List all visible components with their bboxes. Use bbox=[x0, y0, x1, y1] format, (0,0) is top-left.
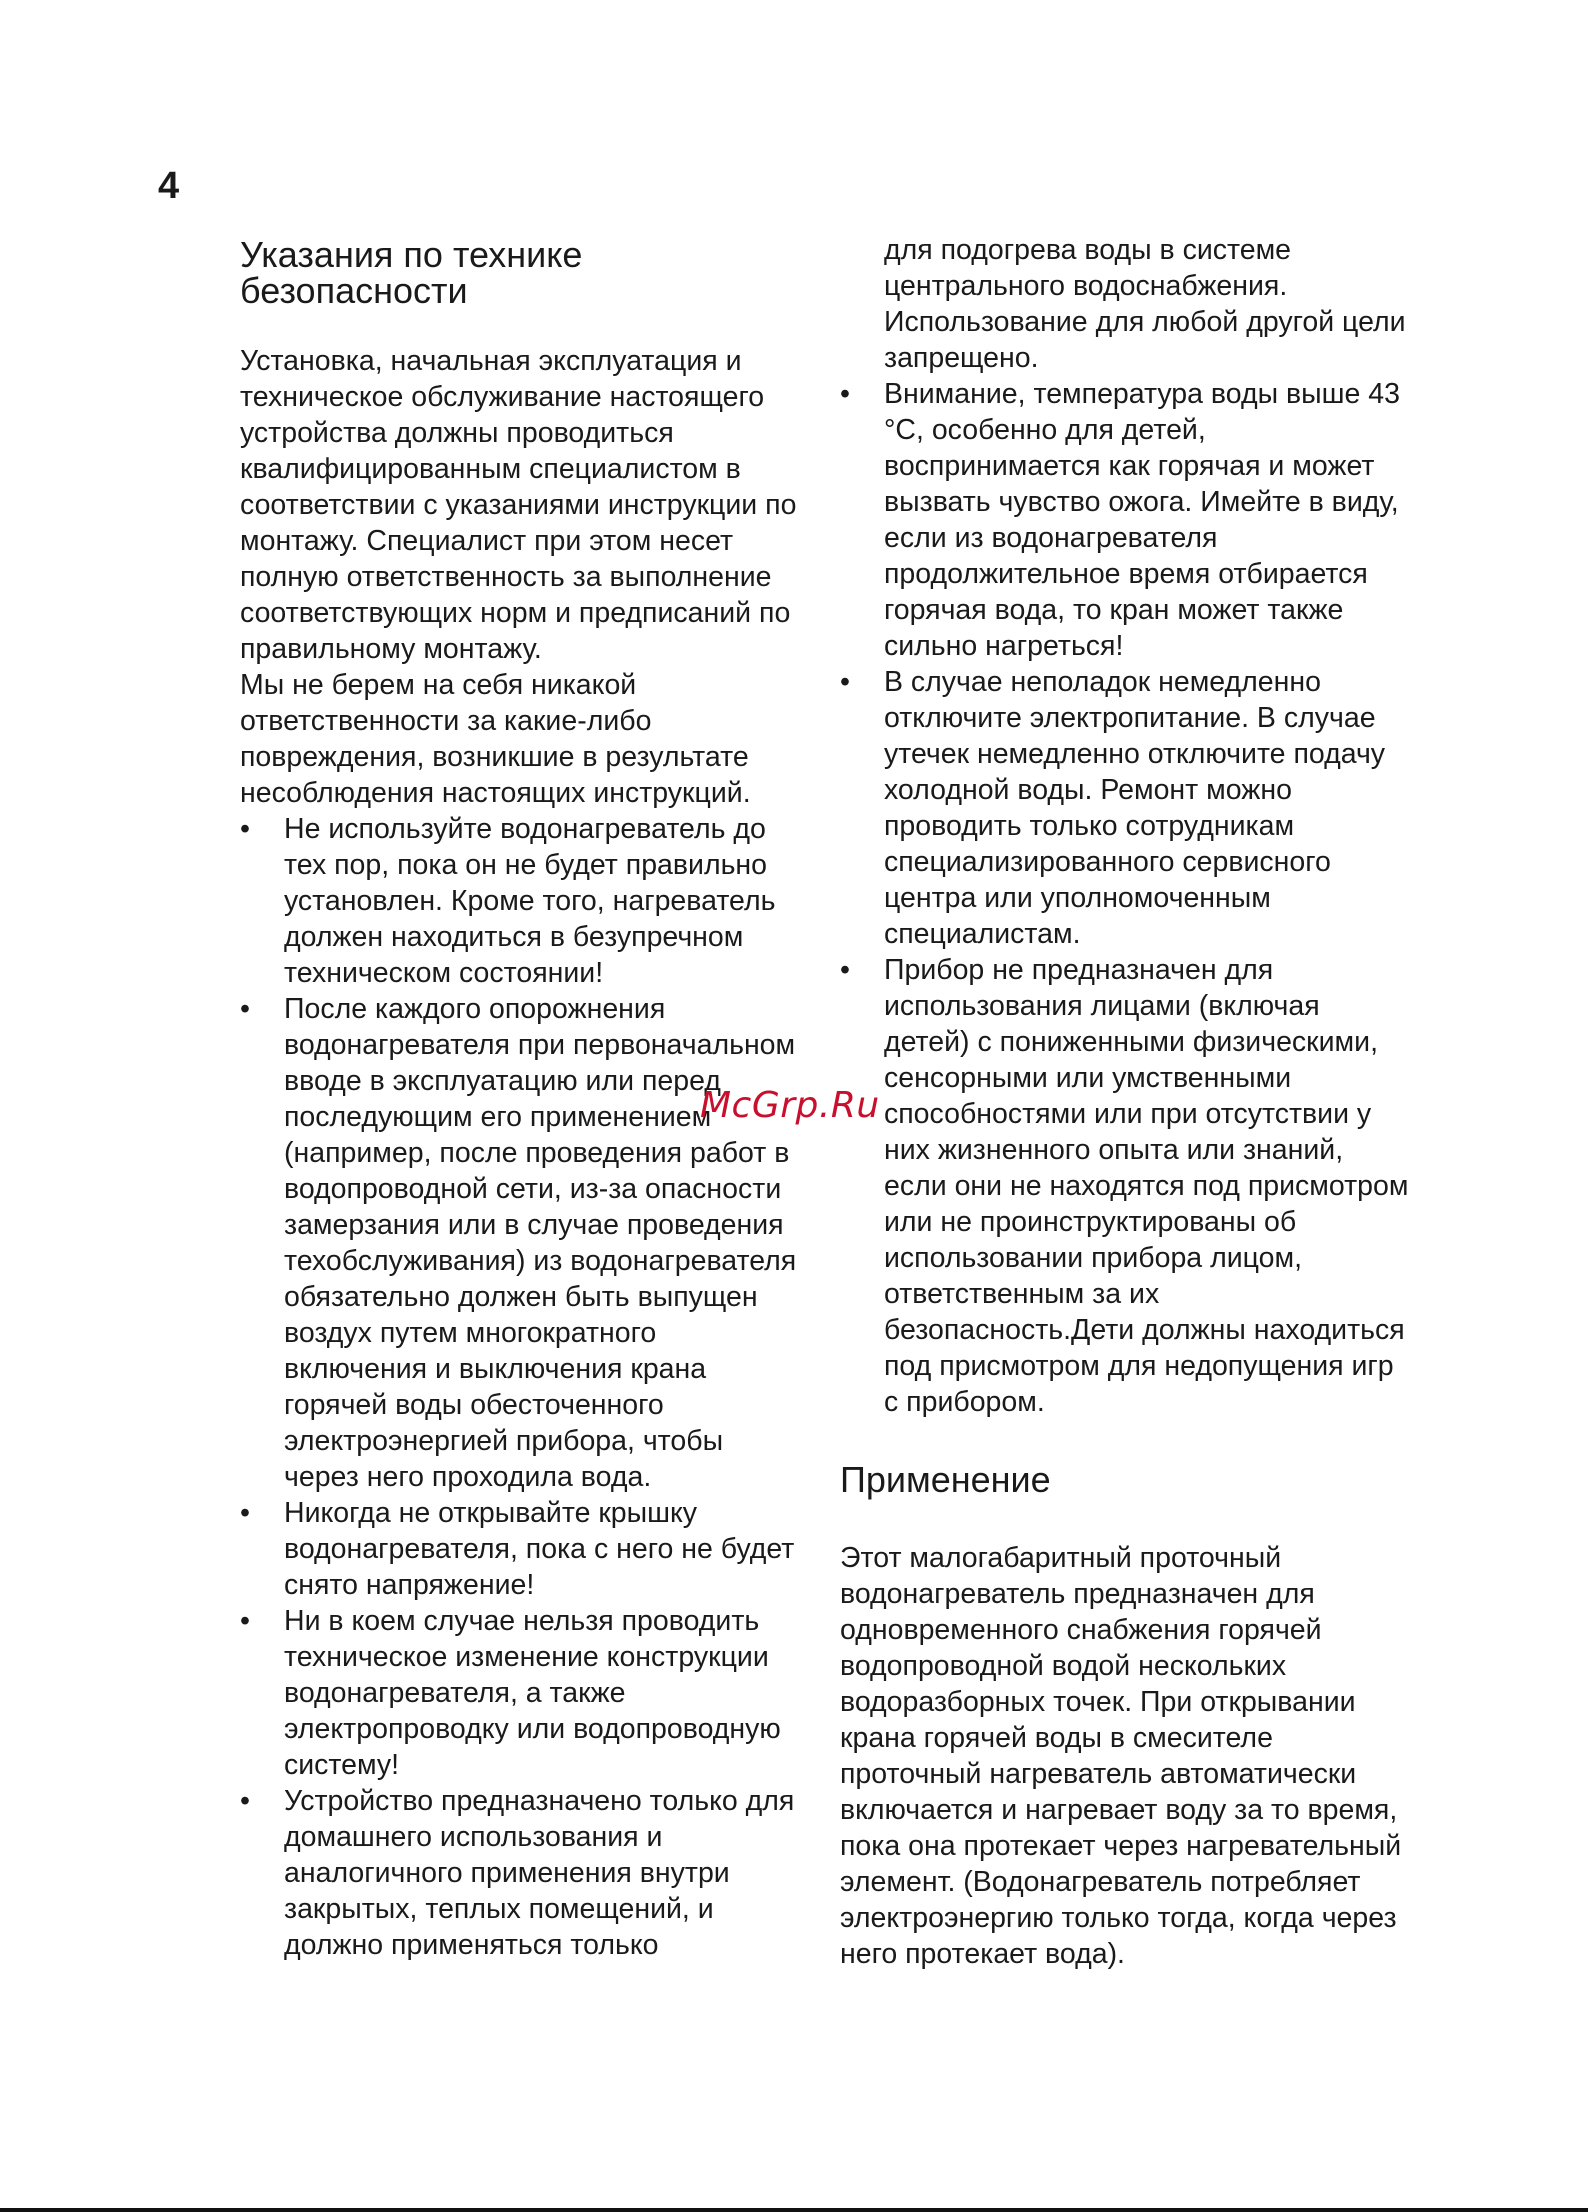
bottom-rule bbox=[0, 2208, 1588, 2212]
safety-bullet-2: • После каждого опорожнения водонагревателя при первоначальном вводе в эксплуатацию или перед последующим его применением (например, после проведения работ в водопроводной сети, из-за опасности замерзания или в случае проведения техобслуживания) из водонагревателя обязательно должен быть выпущен воздух путем многократного включения и выключения крана горячей воды обесточенного электроэнергией прибора, чтобы через него проходила вода. bbox=[240, 991, 800, 1495]
safety-bullet-7: • В случае неполадок немедленно отключите электропитание. В случае утечек немедленно отключите подачу холодной воды. Ремонт можно проводить только сотрудникам специализированного сервисного центра или уполномоченным специалистам. bbox=[840, 664, 1410, 952]
safety-bullet-5: • Устройство предназначено только для домашнего использования и аналогичного применения внутри закрытых, теплых помещений, и должно применяться только bbox=[240, 1783, 800, 1963]
usage-heading: Применение bbox=[840, 1459, 1051, 1500]
safety-bullet-4: • Ни в коем случае нельзя проводить техническое изменение конструкции водонагревателя, а также электропроводку или водопроводную систему! bbox=[240, 1603, 800, 1783]
safety-intro-1: Установка, начальная эксплуатация и техническое обслуживание настоящего устройства должны проводиться квалифицированным специалистом в соответствии с указаниями инструкции по монтажу. Специалист при этом несет полную ответственность за выполнение соответствующих норм и предписаний по правильному монтажу. bbox=[240, 345, 797, 665]
watermark: McGrp.Ru bbox=[700, 1085, 880, 1126]
right-column bbox=[840, 232, 1410, 1972]
safety-bullet-6: • Внимание, температура воды выше 43 °C, особенно для детей, воспринимается как горячая и может вызвать чувство ожога. Имейте в виду, если из водонагревателя продолжительное время отбирается горячая вода, то кран может также сильно нагреться! bbox=[840, 376, 1410, 664]
safety-bullet-3: • Никогда не открывайте крышку водонагревателя, пока с него не будет снято напряжение! bbox=[240, 1495, 800, 1603]
safety-bullet-list bbox=[240, 811, 800, 1963]
safety-heading: Указания по технике безопасности bbox=[240, 234, 583, 311]
safety-bullet-8: • Прибор не предназначен для использования лицами (включая детей) с пониженными физическими, сенсорными или умственными способностями или при отсутствии у них жизненного опыта или знаний, если они не находятся под присмотром или не проинструктированы об использовании прибора лицом, ответственным за их безопасность.Дети должны находиться под присмотром для недопущения игр с прибором. bbox=[840, 952, 1410, 1420]
safety-bullet-list-continued bbox=[840, 232, 1410, 1420]
safety-bullet-5-continuation: для подогрева воды в системе центрального водоснабжения. Использование для любой другой цели запрещено. bbox=[884, 234, 1406, 374]
page-number: 4 bbox=[158, 165, 180, 207]
usage-text: Этот малогабаритный проточный водонагреватель предназначен для одновременного снабжения горячей водопроводной водой нескольких водоразборных точек. При открывании крана горячей воды в смесителе проточный нагреватель автоматически включается и нагревает воду за то время, пока она протекает через нагревательный элемент. (Водонагреватель потребляет электроэнергию только тогда, когда через него протекает вода). bbox=[840, 1542, 1402, 1970]
safety-intro-2: Мы не берем на себя никакой ответственности за какие-либо повреждения, возникшие в результате несоблюдения настоящих инструкций. bbox=[240, 669, 751, 809]
safety-bullet-1: • Не используйте водонагреватель до тех пор, пока он не будет правильно установлен. Кроме того, нагреватель должен находиться в безупречном техническом состоянии! bbox=[240, 811, 800, 991]
